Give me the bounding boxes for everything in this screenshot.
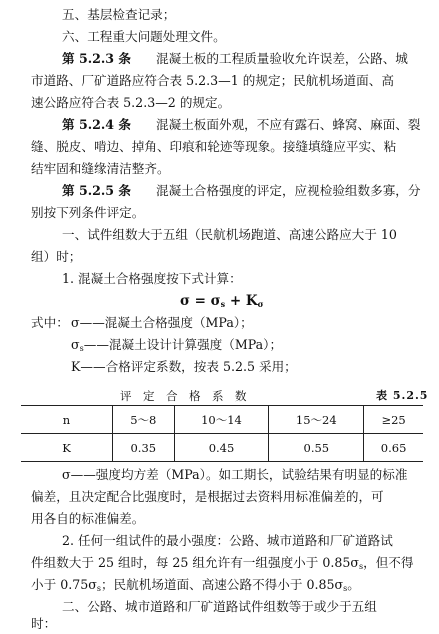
condition-1-line-1 [0, 224, 439, 246]
text-part: 。 [347, 577, 360, 592]
text: 六、工程重大问题处理文件。 [62, 29, 226, 44]
text: 2. 任何一组试件的最小强度：公路、城市道路和厂矿道路试 [62, 533, 393, 548]
text-part: 件组数大于 25 组时，每 25 组允许有一组强度小于 0.85σ [31, 555, 359, 570]
article-5-2-4-line-1 [0, 114, 439, 136]
table-cell: n [21, 406, 113, 434]
article-5-2-4-line-3 [0, 158, 439, 180]
formula-rhs: + K [225, 293, 258, 309]
symbol-subscript: s [359, 562, 364, 571]
text-part: ；民航机场道面、高速公路不得小于 0.85σ [100, 577, 344, 592]
symbol: σ [71, 337, 80, 352]
table-cell: 15～24 [269, 406, 364, 434]
text-part: ，但不得 [363, 555, 414, 570]
item-2-line-1 [0, 530, 439, 552]
text: 组）时； [31, 249, 82, 264]
condition-1-line-2 [0, 246, 439, 268]
after-table-line-1 [0, 464, 439, 486]
item-2-line-3 [0, 574, 439, 596]
formula-lhs: σ = σ [180, 293, 221, 309]
definition-3 [0, 356, 439, 378]
text: 市道路、厂矿道路应符合表 5.2.3—1 的规定；民航机场道面、高 [31, 73, 394, 88]
text: 速公路应符合表 5.2.3—2 的规定。 [31, 95, 231, 110]
definition-1 [0, 312, 439, 334]
text: 1. 混凝土合格强度按下式计算： [62, 271, 242, 286]
table-caption [0, 387, 439, 405]
table-cell: ≥25 [364, 406, 423, 434]
table-row [21, 406, 423, 434]
condition-2-line-2 [0, 614, 439, 634]
table-cell: 0.35 [113, 434, 175, 462]
text: 结牢固和缝缘清洁整齐。 [31, 161, 170, 176]
article-heading: 第 5.2.3 条 [62, 51, 132, 66]
table-cell: 5～8 [113, 406, 175, 434]
symbol-subscript: s [96, 584, 101, 593]
symbol-subscript: s [343, 584, 348, 593]
table-number: 表 5.2.5 [376, 389, 429, 402]
article-5-2-3-line-2 [0, 70, 439, 92]
text: σ——强度均方差（MPa）。如工期长，试验结果有明显的标准 [62, 467, 408, 482]
article-heading: 第 5.2.5 条 [62, 183, 132, 198]
definition-text: ——混凝土设计计算强度（MPa）； [83, 337, 283, 352]
text: 缝、脱皮、啃边、掉角、印痕和轮迹等现象。接缝填缝应平实、粘 [31, 139, 397, 154]
item-2-line-2 [0, 552, 439, 574]
article-5-2-5-line-2 [0, 202, 439, 224]
where-label: 式中： [31, 315, 69, 330]
article-5-2-4-line-2 [0, 136, 439, 158]
article-5-2-3-line-3 [0, 92, 439, 114]
text: 别按下列条件评定。 [31, 205, 145, 220]
text: 五、基层检查记录； [62, 7, 176, 22]
after-table-line-3 [0, 508, 439, 530]
article-5-2-5-line-1 [0, 180, 439, 202]
text: 混凝土板面外观，不应有露石、蜂窝、麻面、裂 [156, 117, 421, 132]
text-part: 小于 0.75σ [31, 577, 97, 592]
article-heading: 第 5.2.4 条 [62, 117, 132, 132]
text: 时： [31, 616, 57, 631]
text: 二、公路、城市道路和厂矿道路试件组数等于或少于五组 [62, 599, 377, 614]
text: K——合格评定系数，按表 5.2.5 采用； [71, 359, 297, 374]
definition-2 [0, 334, 439, 356]
symbol-subscript: s [79, 344, 84, 353]
formula [0, 290, 439, 312]
item-1 [0, 268, 439, 290]
table-row [21, 434, 423, 462]
line-basement-record [0, 4, 439, 26]
table-cell: 0.55 [269, 434, 364, 462]
formula-subscript-2: σ [257, 299, 264, 309]
table-cell: 0.45 [174, 434, 269, 462]
text: σ——混凝土合格强度（MPa）； [71, 315, 253, 330]
table-cell: 10～14 [174, 406, 269, 434]
coefficient-table [21, 405, 423, 462]
text: 混凝土板的工程质量验收允许误差，公路、城 [156, 51, 408, 66]
text: 混凝土合格强度的评定，应视检验组数多寡，分 [156, 183, 421, 198]
article-5-2-3-line-1 [0, 48, 439, 70]
table-cell: 0.65 [364, 434, 423, 462]
formula-subscript: s [220, 299, 226, 309]
after-table-line-2 [0, 486, 439, 508]
text: 用各自的标准偏差。 [31, 511, 145, 526]
line-major-issue-docs [0, 26, 439, 48]
table-cell: K [21, 434, 113, 462]
table-title: 评定合格系数 [120, 389, 258, 403]
text: 偏差，且决定配合比强度时，是根据过去资料用标准偏差的，可 [31, 489, 384, 504]
text: 一、试件组数大于五组（民航机场跑道、高速公路应大于 10 [62, 227, 397, 242]
